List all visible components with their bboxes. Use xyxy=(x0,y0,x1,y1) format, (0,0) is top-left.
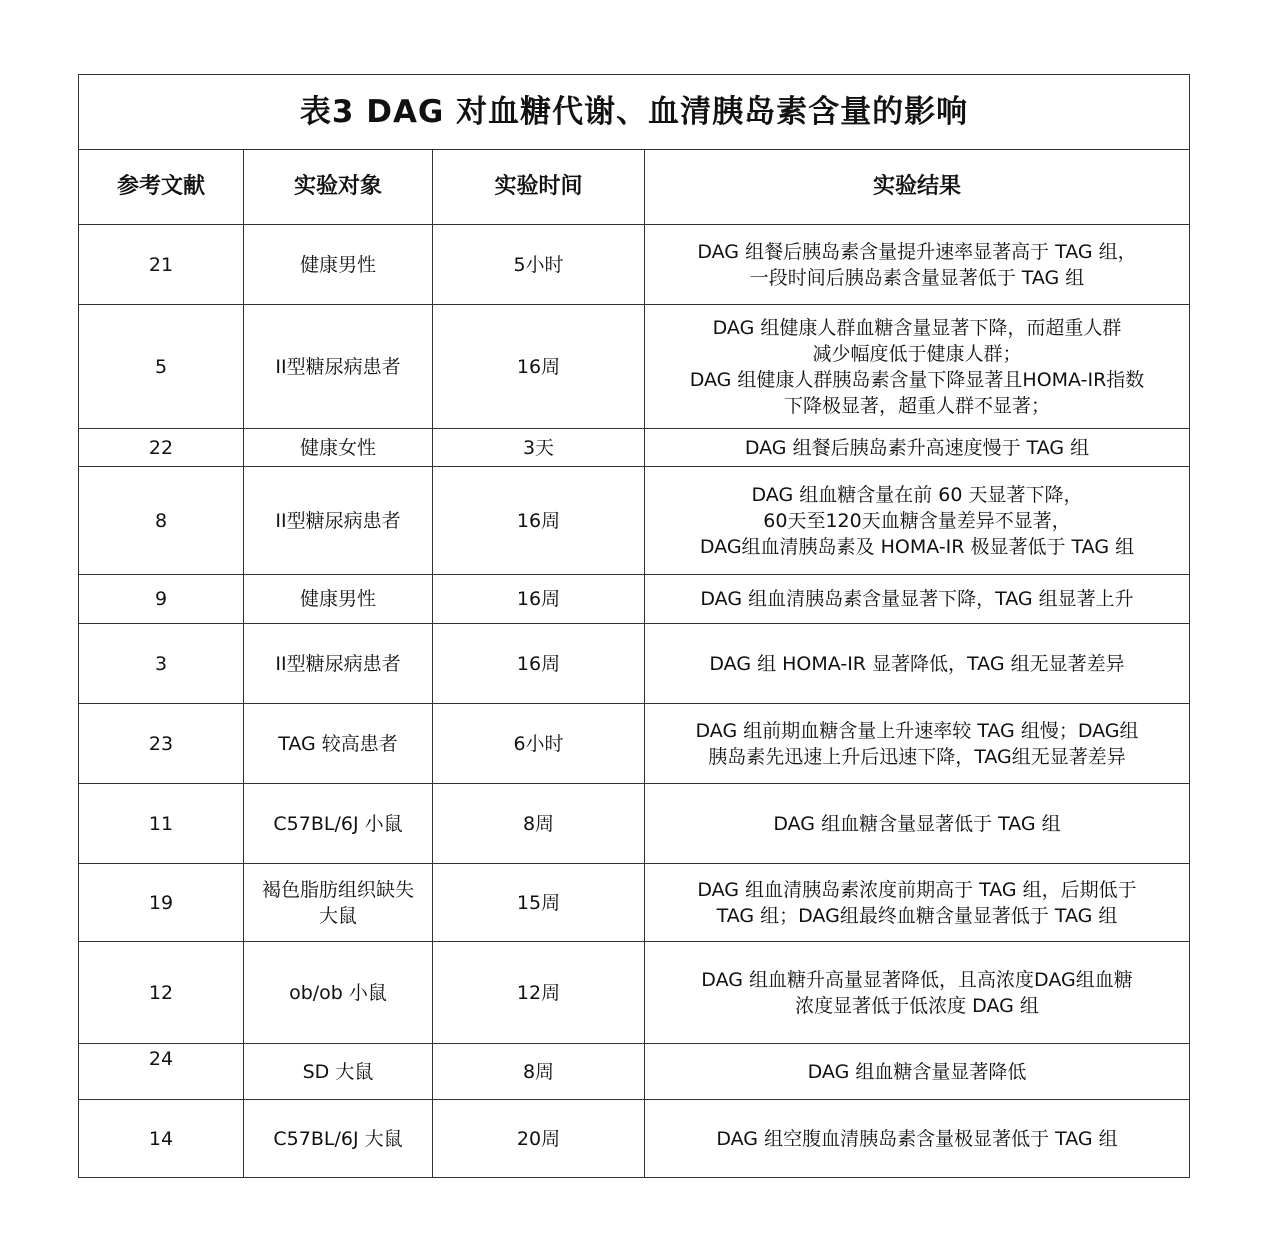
results-table-container xyxy=(78,74,1189,1178)
result-cell xyxy=(645,864,1190,942)
duration-cell: 6小时 xyxy=(433,704,645,784)
result-cell xyxy=(645,942,1190,1044)
result-line: DAG 组健康人群胰岛素含量下降显著且HOMA-IR指数 xyxy=(689,368,1145,391)
duration-cell: 16周 xyxy=(433,305,645,429)
result-line: DAG 组餐后胰岛素含量提升速率显著高于 TAG 组， xyxy=(697,240,1137,263)
result-cell xyxy=(645,1100,1190,1178)
duration-cell: 16周 xyxy=(433,467,645,575)
subject-cell: SD 大鼠 xyxy=(244,1044,433,1100)
result-line: 胰岛素先迅速上升后迅速下降，TAG组无显著差异 xyxy=(708,745,1126,768)
table-row xyxy=(79,225,1190,305)
table-row xyxy=(79,305,1190,429)
table-row xyxy=(79,1100,1190,1178)
ref-cell: 23 xyxy=(79,704,244,784)
result-line: DAG 组血糖含量显著低于 TAG 组 xyxy=(773,812,1061,835)
result-cell xyxy=(645,1044,1190,1100)
result-cell xyxy=(645,784,1190,864)
result-line: DAG 组前期血糖含量上升速率较 TAG 组慢；DAG组 xyxy=(695,719,1139,742)
result-line: DAG 组血糖含量显著降低 xyxy=(807,1060,1027,1083)
ref-cell: 8 xyxy=(79,467,244,575)
result-line: DAG 组血清胰岛素浓度前期高于 TAG 组，后期低于 xyxy=(697,878,1137,901)
duration-cell: 3天 xyxy=(433,429,645,467)
table-row xyxy=(79,429,1190,467)
result-cell xyxy=(645,225,1190,305)
result-line: 一段时间后胰岛素含量显著低于 TAG 组 xyxy=(749,266,1085,289)
ref-cell: 14 xyxy=(79,1100,244,1178)
subject-cell: 健康男性 xyxy=(244,225,433,305)
duration-cell: 20周 xyxy=(433,1100,645,1178)
subject-cell: 健康女性 xyxy=(244,429,433,467)
result-cell xyxy=(645,704,1190,784)
result-line: DAG 组血糖含量在前 60 天显著下降， xyxy=(751,483,1083,506)
title-row xyxy=(79,75,1190,150)
duration-cell: 5小时 xyxy=(433,225,645,305)
duration-cell: 8周 xyxy=(433,784,645,864)
duration-cell: 16周 xyxy=(433,575,645,624)
subject-cell: 健康男性 xyxy=(244,575,433,624)
header-subject: 实验对象 xyxy=(244,150,433,225)
result-line: DAG 组 HOMA-IR 显著降低，TAG 组无显著差异 xyxy=(709,652,1125,675)
result-line: 60天至120天血糖含量差异不显著， xyxy=(763,509,1071,532)
subject-line: 大鼠 xyxy=(318,904,357,927)
result-cell xyxy=(645,305,1190,429)
duration-cell: 16周 xyxy=(433,624,645,704)
table-row xyxy=(79,467,1190,575)
subject-cell: II型糖尿病患者 xyxy=(244,467,433,575)
subject-cell: ob/ob 小鼠 xyxy=(244,942,433,1044)
ref-cell: 9 xyxy=(79,575,244,624)
result-cell xyxy=(645,467,1190,575)
table-title: 表3 DAG 对血糖代谢、血清胰岛素含量的影响 xyxy=(79,75,1190,150)
table-row xyxy=(79,1044,1190,1100)
table-row xyxy=(79,864,1190,942)
result-line: 减少幅度低于健康人群； xyxy=(812,342,1022,365)
results-table xyxy=(78,74,1190,1178)
result-cell xyxy=(645,575,1190,624)
subject-cell: II型糖尿病患者 xyxy=(244,624,433,704)
result-line: DAG 组餐后胰岛素升高速度慢于 TAG 组 xyxy=(744,436,1090,459)
table-row xyxy=(79,624,1190,704)
header-duration: 实验时间 xyxy=(433,150,645,225)
ref-cell: 19 xyxy=(79,864,244,942)
header-result: 实验结果 xyxy=(645,150,1190,225)
result-line: DAG 组健康人群血糖含量显著下降，而超重人群 xyxy=(712,316,1122,339)
duration-cell: 12周 xyxy=(433,942,645,1044)
duration-cell: 8周 xyxy=(433,1044,645,1100)
ref-cell: 21 xyxy=(79,225,244,305)
result-line: TAG 组；DAG组最终血糖含量显著低于 TAG 组 xyxy=(716,904,1118,927)
table-row xyxy=(79,575,1190,624)
ref-cell: 12 xyxy=(79,942,244,1044)
table-row xyxy=(79,784,1190,864)
header-ref: 参考文献 xyxy=(79,150,244,225)
table-row xyxy=(79,704,1190,784)
header-row xyxy=(79,150,1190,225)
ref-cell: 11 xyxy=(79,784,244,864)
result-line: DAG 组空腹血清胰岛素含量极显著低于 TAG 组 xyxy=(716,1127,1118,1150)
result-line: DAG 组血糖升高量显著降低，且高浓度DAG组血糖 xyxy=(701,968,1133,991)
ref-cell: 24 xyxy=(79,1044,244,1100)
table-row xyxy=(79,942,1190,1044)
subject-cell xyxy=(244,864,433,942)
result-cell xyxy=(645,429,1190,467)
subject-cell: C57BL/6J 小鼠 xyxy=(244,784,433,864)
result-line: 下降极显著，超重人群不显著； xyxy=(784,394,1051,417)
result-line: DAG 组血清胰岛素含量显著下降，TAG 组显著上升 xyxy=(700,588,1134,610)
result-line: DAG组血清胰岛素及 HOMA-IR 极显著低于 TAG 组 xyxy=(699,535,1135,558)
ref-cell: 3 xyxy=(79,624,244,704)
subject-cell: C57BL/6J 大鼠 xyxy=(244,1100,433,1178)
duration-cell: 15周 xyxy=(433,864,645,942)
subject-line: 褐色脂肪组织缺失 xyxy=(261,878,414,901)
ref-cell: 22 xyxy=(79,429,244,467)
result-cell xyxy=(645,624,1190,704)
result-line: 浓度显著低于低浓度 DAG 组 xyxy=(795,994,1039,1017)
subject-cell: TAG 较高患者 xyxy=(244,704,433,784)
subject-cell: II型糖尿病患者 xyxy=(244,305,433,429)
ref-cell: 5 xyxy=(79,305,244,429)
